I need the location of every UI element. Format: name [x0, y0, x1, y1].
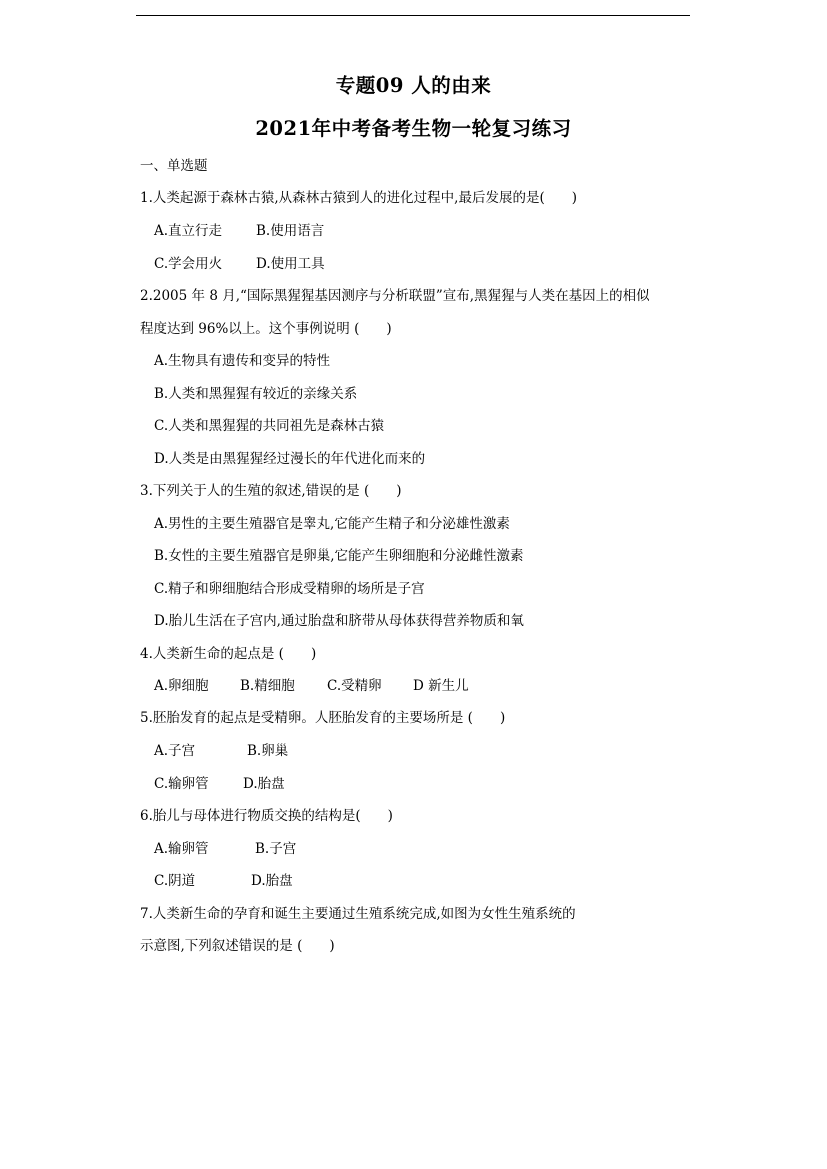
- question-1-option-a: A.直立行走: [154, 223, 223, 239]
- question-7-stem-line-1: 7.人类新生命的孕育和诞生主要通过生殖系统完成,如图为女性生殖系统的: [140, 906, 576, 922]
- question-6-option-a: A.输卵管: [154, 841, 209, 857]
- question-2-option-b: B.人类和黑猩猩有较近的亲缘关系: [154, 386, 358, 402]
- header-rule: [136, 15, 690, 16]
- question-2-option-a: A.生物具有遗传和变异的特性: [154, 353, 331, 369]
- question-7-stem-line-2: 示意图,下列叙述错误的是 ( ): [140, 938, 335, 954]
- question-3-option-a: A.男性的主要生殖器官是睾丸,它能产生精子和分泌雄性激素: [154, 516, 510, 532]
- question-1-stem: 1.人类起源于森林古猿,从森林古猿到人的进化过程中,最后发展的是( ): [140, 190, 577, 206]
- question-5-option-b: B.卵巢: [247, 743, 289, 759]
- question-1-option-c: C.学会用火: [154, 256, 223, 272]
- question-4-stem: 4.人类新生命的起点是 ( ): [140, 646, 317, 662]
- question-1-option-b: B.使用语言: [256, 223, 325, 239]
- page-subtitle: 2021年中考备考生物一轮复习练习: [255, 117, 572, 140]
- section-heading: 一、单选题: [140, 158, 208, 174]
- question-3-option-d: D.胎儿生活在子宫内,通过胎盘和脐带从母体获得营养物质和氧: [154, 613, 524, 629]
- question-5-option-d: D.胎盘: [243, 776, 285, 792]
- question-5-stem: 5.胚胎发育的起点是受精卵。人胚胎发育的主要场所是 ( ): [140, 710, 506, 726]
- question-3-option-c: C.精子和卵细胞结合形成受精卵的场所是子宫: [154, 581, 425, 597]
- question-2-option-d: D.人类是由黑猩猩经过漫长的年代进化而来的: [154, 451, 426, 467]
- question-6-option-d: D.胎盘: [251, 873, 293, 889]
- question-3-stem: 3.下列关于人的生殖的叙述,错误的是 ( ): [140, 483, 402, 499]
- question-6-option-c: C.阴道: [154, 873, 196, 889]
- question-6-option-b: B.子宫: [255, 841, 297, 857]
- question-2-stem-line-1: 2.2005 年 8 月,“国际黑猩猩基因测序与分析联盟”宣布,黑猩猩与人类在基因上的相似: [140, 288, 650, 304]
- page-title: 专题09 人的由来: [335, 74, 492, 97]
- question-1-option-d: D.使用工具: [256, 256, 325, 272]
- question-6-stem: 6.胎儿与母体进行物质交换的结构是( ): [140, 808, 393, 824]
- question-5-option-a: A.子宫: [154, 743, 196, 759]
- question-2-stem-line-2: 程度达到 96%以上。这个事例说明 ( ): [140, 321, 392, 337]
- question-2-option-c: C.人类和黑猩猩的共同祖先是森林古猿: [154, 418, 385, 434]
- question-4-option-c: C.受精卵: [327, 678, 382, 694]
- question-4-option-a: A.卵细胞: [154, 678, 209, 694]
- question-3-option-b: B.女性的主要生殖器官是卵巢,它能产生卵细胞和分泌雌性激素: [154, 548, 524, 564]
- question-4-option-b: B.精细胞: [240, 678, 295, 694]
- question-5-option-c: C.输卵管: [154, 776, 209, 792]
- question-4-option-d: D 新生儿: [413, 678, 469, 694]
